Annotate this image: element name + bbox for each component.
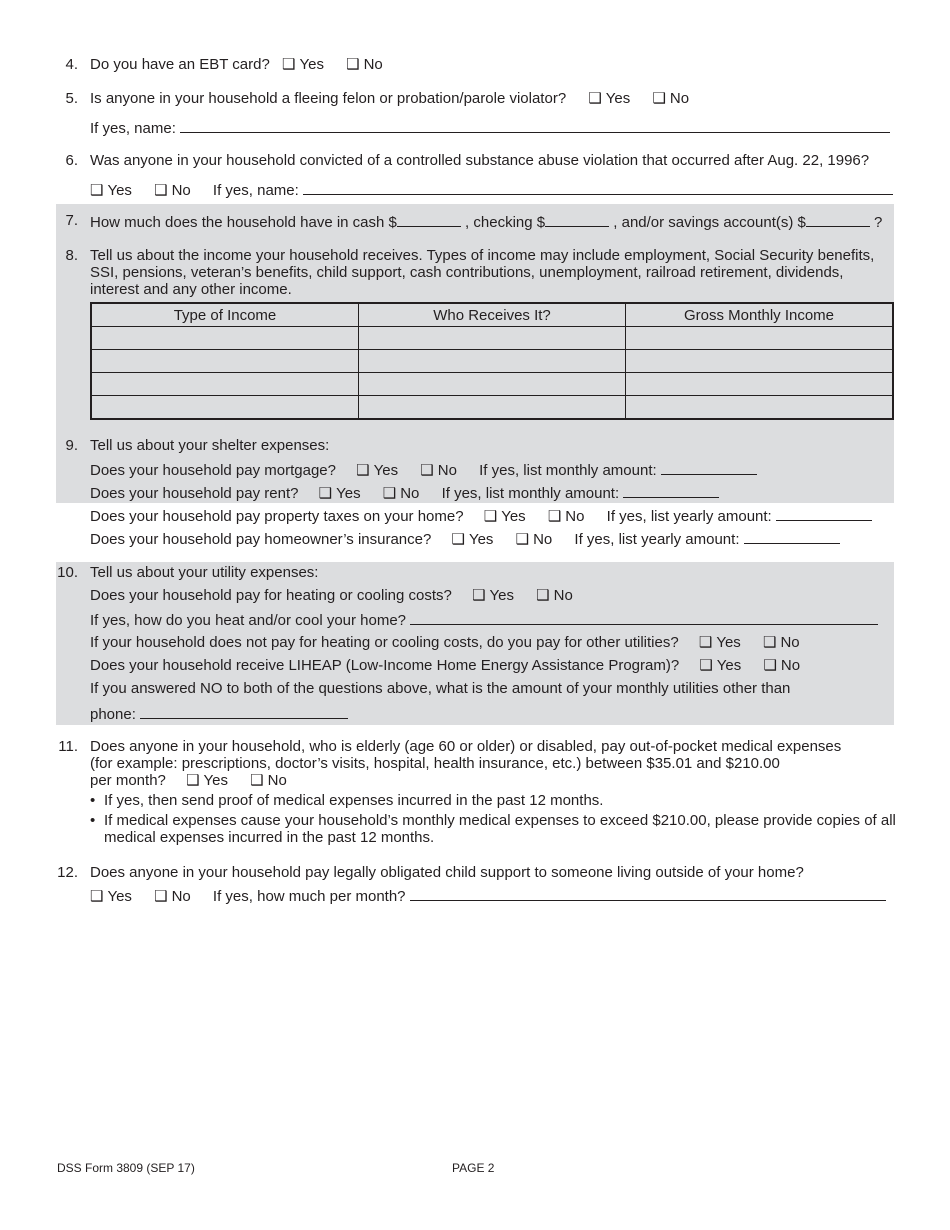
- q9-rent-row: [90, 483, 719, 503]
- q11-text-line2: (for example: prescriptions, doctor’s visits, hospital, health insurance, etc.) between $35.01 and $210.00: [90, 755, 780, 772]
- q5-name-label: If yes, name:: [90, 120, 176, 137]
- yes-label: Yes: [373, 462, 399, 479]
- no-label: No: [400, 485, 420, 502]
- no-label: No: [363, 56, 383, 73]
- table-cell[interactable]: [91, 350, 359, 373]
- q10-number: 10.: [57, 564, 78, 581]
- q4-number: 4.: [65, 56, 78, 73]
- q4-text: Do you have an EBT card?: [90, 56, 270, 73]
- table-cell[interactable]: [626, 396, 894, 420]
- q10-liheap-yes[interactable]: [699, 657, 741, 675]
- yes-label: Yes: [716, 634, 741, 651]
- table-cell[interactable]: [359, 373, 626, 396]
- q10-other-no[interactable]: [763, 634, 800, 652]
- q10-answered-no-text: If you answered NO to both of the questions above, what is the amount of your monthly utilities other than: [90, 680, 791, 697]
- q8-text: Tell us about the income your household receives. Types of income may include employment, Social Security benefits, SSI, pensions, veteran’s benefits, child support, cash contributions, unemployment, railroad retirement, dividends, interest and any other income.: [90, 247, 875, 298]
- q10-heating-text: Does your household pay for heating or cooling costs?: [90, 587, 452, 604]
- q10-other-yes[interactable]: [699, 634, 741, 652]
- q7-question-mark: ?: [874, 214, 883, 231]
- q7-savings-field[interactable]: [806, 212, 870, 227]
- q12-yes-option[interactable]: [90, 888, 132, 906]
- q7-checking-label: , checking $: [465, 214, 546, 231]
- q11-text-line3: per month?: [90, 772, 166, 789]
- q12-no-option[interactable]: [154, 888, 191, 906]
- q4-line: [90, 56, 401, 74]
- q6-yes-option[interactable]: [90, 182, 132, 200]
- q5-yes-option[interactable]: [588, 90, 630, 108]
- checkbox-icon[interactable]: ❑: [420, 462, 434, 479]
- no-label: No: [437, 462, 457, 479]
- q5-line: [90, 90, 707, 108]
- checkbox-icon[interactable]: ❑: [186, 772, 200, 789]
- q10-other-row: [90, 634, 818, 652]
- q10-heating-yes[interactable]: [472, 587, 514, 605]
- q9-insurance-amount-field[interactable]: [744, 529, 840, 544]
- q11-bullet-2-text: If medical expenses cause your household’s monthly medical expenses to exceed $210.00, please provide copies of all medical expenses incurred in the past 12 months.: [104, 812, 896, 846]
- income-table: [90, 302, 894, 420]
- q12-number: 12.: [57, 864, 78, 881]
- table-cell[interactable]: [359, 327, 626, 350]
- header-gross-monthly-income: Gross Monthly Income: [626, 303, 894, 327]
- yes-label: Yes: [468, 531, 494, 548]
- table-row: [91, 373, 893, 396]
- yes-label: Yes: [107, 182, 132, 199]
- q10-liheap-row: [90, 657, 818, 675]
- q8-number: 8.: [65, 247, 78, 264]
- table-cell[interactable]: [91, 327, 359, 350]
- checkbox-icon[interactable]: ❑: [547, 508, 562, 525]
- q6-text: Was anyone in your household convicted of a controlled substance abuse violation that occurred after Aug. 22, 1996?: [90, 152, 870, 169]
- table-cell[interactable]: [626, 350, 894, 373]
- q12-answer-row: [90, 886, 886, 906]
- header-who-receives: Who Receives It?: [359, 303, 626, 327]
- yes-label: Yes: [501, 508, 526, 525]
- q9-mortgage-row: [90, 460, 757, 480]
- q9-intro: Tell us about your shelter expenses:: [90, 437, 330, 454]
- yes-label: Yes: [203, 772, 228, 789]
- no-label: No: [780, 634, 800, 651]
- checkbox-icon[interactable]: ❑: [90, 888, 104, 905]
- q7-cash-label: How much does the household have in cash $: [90, 214, 397, 231]
- q12-amount-field[interactable]: [410, 886, 886, 901]
- yes-label: Yes: [716, 657, 742, 674]
- q9-rent-yes[interactable]: [319, 485, 361, 503]
- q4-no-option[interactable]: [346, 56, 383, 74]
- no-label: No: [565, 508, 585, 525]
- q10-intro: Tell us about your utility expenses:: [90, 564, 319, 581]
- q9-mortgage-amount-label: If yes, list monthly amount:: [479, 462, 657, 479]
- checkbox-icon[interactable]: ❑: [154, 182, 168, 199]
- checkbox-icon[interactable]: ❑: [699, 657, 713, 674]
- q6-answer-row: [90, 180, 893, 200]
- q9-rent-amount-label: If yes, list monthly amount:: [441, 485, 620, 502]
- checkbox-icon[interactable]: ❑: [483, 508, 498, 525]
- q10-heating-no[interactable]: [536, 587, 573, 605]
- q9-taxes-amount-field[interactable]: [776, 506, 872, 521]
- q10-liheap-text: Does your household receive LIHEAP (Low-Income Home Energy Assistance Program)?: [90, 657, 680, 674]
- q7-cash-field[interactable]: [397, 212, 461, 227]
- q9-insurance-no[interactable]: [516, 531, 553, 549]
- q6-no-option[interactable]: [154, 182, 191, 200]
- table-cell[interactable]: [91, 396, 359, 420]
- q10-how-label: If yes, how do you heat and/or cool your home?: [90, 612, 407, 629]
- checkbox-icon[interactable]: ❑: [318, 485, 333, 502]
- no-label: No: [669, 90, 690, 107]
- q9-mortgage-yes[interactable]: [356, 462, 398, 480]
- yes-label: Yes: [299, 56, 324, 73]
- checkbox-icon[interactable]: ❑: [472, 587, 486, 604]
- no-label: No: [780, 657, 801, 674]
- q7-savings-label: , and/or savings account(s) $: [613, 214, 806, 231]
- q9-taxes-amount-label: If yes, list yearly amount:: [606, 508, 772, 525]
- q11-bullet-1-text: If yes, then send proof of medical expenses incurred in the past 12 months.: [104, 792, 604, 809]
- q9-insurance-yes[interactable]: [452, 531, 494, 549]
- checkbox-icon[interactable]: ❑: [282, 56, 296, 73]
- bullet-icon: •: [90, 812, 96, 829]
- no-label: No: [267, 772, 287, 789]
- q11-number: 11.: [58, 738, 78, 755]
- checkbox-icon[interactable]: ❑: [588, 90, 602, 107]
- q9-taxes-text: Does your household pay property taxes on your home?: [90, 508, 464, 525]
- q6-number: 6.: [65, 152, 78, 169]
- q10-phone-label: phone:: [90, 706, 136, 723]
- checkbox-icon[interactable]: ❑: [451, 531, 465, 548]
- table-cell[interactable]: [91, 373, 359, 396]
- no-label: No: [533, 531, 553, 548]
- yes-label: Yes: [107, 888, 132, 905]
- q10-phone-row: [90, 704, 348, 724]
- q7-checking-field[interactable]: [545, 212, 609, 227]
- q11-bullet-2: [90, 812, 896, 848]
- checkbox-icon[interactable]: ❑: [90, 182, 104, 199]
- q11-answer-row: [90, 772, 305, 790]
- q10-liheap-no[interactable]: [763, 657, 800, 675]
- yes-label: Yes: [489, 587, 514, 604]
- q10-phone-field[interactable]: [140, 704, 348, 719]
- checkbox-icon[interactable]: ❑: [762, 634, 777, 651]
- q5-number: 5.: [65, 90, 78, 107]
- table-cell[interactable]: [626, 373, 894, 396]
- checkbox-icon[interactable]: ❑: [652, 90, 666, 107]
- q5-name-row: [90, 118, 890, 138]
- table-cell[interactable]: [359, 396, 626, 420]
- q5-name-field[interactable]: [180, 118, 890, 133]
- q9-insurance-text: Does your household pay homeowner’s insurance?: [90, 531, 432, 548]
- q7-line: [90, 212, 882, 232]
- q12-text: Does anyone in your household pay legally obligated child support to someone living outside of your home?: [90, 864, 804, 881]
- checkbox-icon[interactable]: ❑: [515, 531, 530, 548]
- checkbox-icon[interactable]: ❑: [698, 634, 713, 651]
- q9-rent-no[interactable]: [383, 485, 420, 503]
- q9-taxes-no[interactable]: [548, 508, 585, 526]
- checkbox-icon[interactable]: ❑: [346, 56, 360, 73]
- q4-yes-option[interactable]: [282, 56, 324, 74]
- q9-taxes-yes[interactable]: [484, 508, 526, 526]
- q9-insurance-row: [90, 529, 840, 549]
- q6-name-field[interactable]: [303, 180, 893, 195]
- q5-text: Is anyone in your household a fleeing felon or probation/parole violator?: [90, 90, 567, 107]
- checkbox-icon[interactable]: ❑: [536, 587, 550, 604]
- yes-label: Yes: [336, 485, 361, 502]
- q5-no-option[interactable]: [652, 90, 689, 108]
- q9-number: 9.: [65, 437, 78, 454]
- table-cell[interactable]: [359, 350, 626, 373]
- table-row: [91, 327, 893, 350]
- checkbox-icon[interactable]: ❑: [763, 657, 777, 674]
- income-table-header: [91, 303, 893, 327]
- no-label: No: [171, 182, 191, 199]
- q11-bullet-1: [90, 792, 896, 810]
- footer-page-number: PAGE 2: [452, 1161, 495, 1175]
- q11-yes-option[interactable]: [186, 772, 228, 790]
- q9-taxes-row: [90, 506, 872, 526]
- table-row: [91, 396, 893, 420]
- checkbox-icon[interactable]: ❑: [356, 462, 370, 479]
- checkbox-icon[interactable]: ❑: [250, 772, 264, 789]
- checkbox-icon[interactable]: ❑: [154, 888, 168, 905]
- footer-form-id: DSS Form 3809 (SEP 17): [57, 1161, 195, 1175]
- q9-mortgage-no[interactable]: [420, 462, 457, 480]
- table-row: [91, 350, 893, 373]
- q10-how-field[interactable]: [410, 610, 878, 625]
- q9-mortgage-text: Does your household pay mortgage?: [90, 462, 336, 479]
- q9-rent-amount-field[interactable]: [623, 483, 719, 498]
- q12-amount-label: If yes, how much per month?: [212, 888, 406, 905]
- header-type-of-income: Type of Income: [91, 303, 359, 327]
- q7-number: 7.: [65, 212, 78, 229]
- no-label: No: [171, 888, 191, 905]
- table-cell[interactable]: [626, 327, 894, 350]
- q6-name-label: If yes, name:: [212, 182, 299, 199]
- q9-insurance-amount-label: If yes, list yearly amount:: [574, 531, 740, 548]
- q10-how-row: [90, 610, 878, 630]
- q9-rent-text: Does your household pay rent?: [90, 485, 299, 502]
- checkbox-icon[interactable]: ❑: [382, 485, 397, 502]
- q11-no-option[interactable]: [250, 772, 287, 790]
- bullet-icon: •: [90, 792, 96, 809]
- q10-heating-row: [90, 587, 591, 605]
- q11-text-line1: Does anyone in your household, who is elderly (age 60 or older) or disabled, pay out-of-pocket medical expenses: [90, 738, 842, 755]
- q10-other-text: If your household does not pay for heating or cooling costs, do you pay for other utilities?: [90, 634, 679, 651]
- yes-label: Yes: [605, 90, 631, 107]
- q9-mortgage-amount-field[interactable]: [661, 460, 757, 475]
- no-label: No: [553, 587, 573, 604]
